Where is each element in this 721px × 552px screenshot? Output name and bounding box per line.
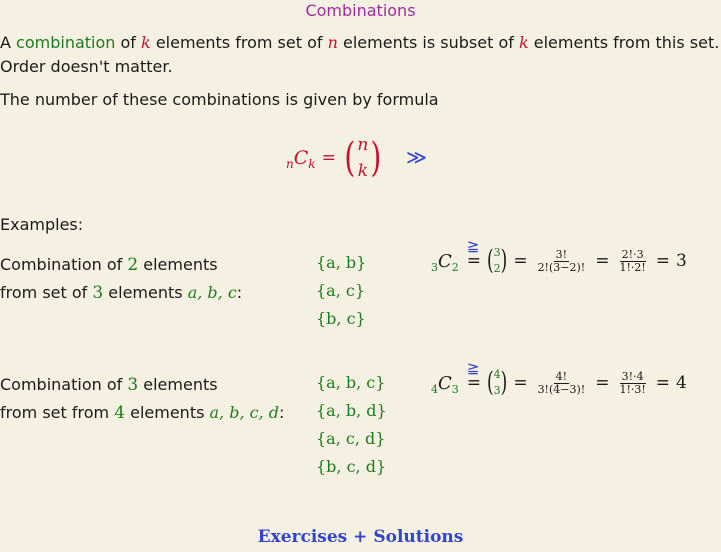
set-item: {a, b, d} [316, 401, 387, 420]
number: 4 [114, 403, 126, 423]
numerator: 3! [555, 247, 568, 261]
formula-k-sub: k [308, 157, 316, 171]
formula-c: C [438, 372, 452, 394]
intro-word: elements from set of [155, 33, 323, 52]
equals-with-toggle: ≧ = [466, 237, 482, 271]
denominator: 3!(4−3)! [537, 382, 586, 396]
binom-top: n [357, 135, 369, 155]
text: elements [130, 403, 205, 422]
example1-line-2 [0, 281, 242, 305]
sub-k: 3 [451, 382, 459, 396]
text: elements [108, 283, 183, 302]
numerator: 2!·3 [621, 247, 644, 261]
example2-line-1 [0, 373, 218, 397]
sub-k: 2 [451, 260, 459, 274]
example1-line-1 [0, 253, 218, 277]
intro-line-2: Order doesn't matter. [0, 57, 173, 76]
formula-n-sub: n [286, 157, 294, 171]
binomial: ( 4 3 ) [487, 367, 508, 399]
example2-formula: 4 C 3 ≧ = ( 4 3 ) = $\frac{4!}{3!(4-3)!}$ = $\frac{3!\cdot 4}{1!\cdot 3!}$ = 4 [431, 359, 687, 399]
left-paren: ( [344, 135, 356, 181]
element-list: a, b, c, d [209, 403, 280, 422]
binom-top: 3 [493, 246, 501, 259]
var-k: k [518, 33, 529, 52]
example2-toggle-button[interactable]: ≧ [466, 359, 480, 377]
number: 3 [92, 283, 104, 303]
set-item: {b, c, d} [316, 457, 387, 476]
numerator: 3!·4 [621, 369, 644, 383]
fraction [617, 371, 647, 396]
intro-line-1 [0, 31, 719, 55]
set-item: {a, c, d} [316, 429, 386, 448]
right-paren: ) [370, 135, 382, 181]
intro-word: elements from this set. [533, 33, 720, 52]
number: 2 [127, 255, 139, 275]
text: elements [143, 375, 218, 394]
fraction [536, 371, 588, 396]
formula-c: C [438, 250, 452, 272]
exercises-solutions-link[interactable]: Exercises + Solutions [257, 527, 464, 547]
example1-toggle-button[interactable]: ≧ [466, 237, 480, 255]
formula-binomial [342, 132, 384, 184]
colon: : [279, 403, 285, 422]
text: from set from [0, 403, 110, 422]
binom-bottom: 3 [493, 384, 501, 397]
formula-equals: = [321, 148, 336, 168]
intro-word: A [0, 33, 11, 52]
element-list: a, b, c [187, 283, 237, 302]
var-k: k [141, 33, 151, 52]
intro-word: of [120, 33, 136, 52]
binom-bottom: 2 [493, 262, 501, 275]
formula-toggle-button[interactable]: ≫ [406, 145, 427, 169]
number: 3 [127, 375, 139, 395]
binom-top: 4 [493, 368, 501, 381]
numerator: 4! [555, 369, 568, 383]
page-title: Combinations [305, 1, 416, 20]
set-item: {b, c} [316, 309, 366, 328]
var-n: n [327, 33, 338, 52]
text: Combination of [0, 255, 123, 274]
binom-bottom: k [357, 161, 369, 181]
text: Combination of [0, 375, 123, 394]
intro-word: elements is subset of [343, 33, 514, 52]
example2-line-2 [0, 401, 284, 425]
term-combination[interactable]: combination [16, 33, 116, 52]
main-formula [286, 130, 384, 186]
result: 4 [676, 373, 687, 393]
denominator: 1!·2! [619, 260, 646, 274]
denominator: 1!·3! [619, 382, 646, 396]
set-item: {a, b, c} [316, 373, 386, 392]
formula-intro: The number of these combinations is given by formula [0, 90, 439, 109]
formula-c: C [293, 147, 309, 169]
fraction [617, 249, 647, 274]
result: 3 [676, 251, 687, 271]
sub-n: 3 [431, 260, 438, 274]
text: from set of [0, 283, 88, 302]
sub-n: 4 [431, 382, 438, 396]
equals-with-toggle: ≧ = [466, 359, 482, 393]
text: elements [143, 255, 218, 274]
examples-label: Examples: [0, 215, 84, 234]
denominator: 2!(3−2)! [537, 260, 586, 274]
fraction [536, 249, 588, 274]
set-item: {a, b} [316, 253, 367, 272]
binomial: ( 3 2 ) [487, 245, 508, 277]
colon: : [236, 283, 243, 302]
example1-formula: 3 C 2 ≧ = ( 3 2 ) = $\frac{3!}{2!(3-2)!}$ = $\frac{2!\cdot 3}{1!\cdot 2!}$ = 3 [431, 237, 687, 277]
set-item: {a, c} [316, 281, 366, 300]
